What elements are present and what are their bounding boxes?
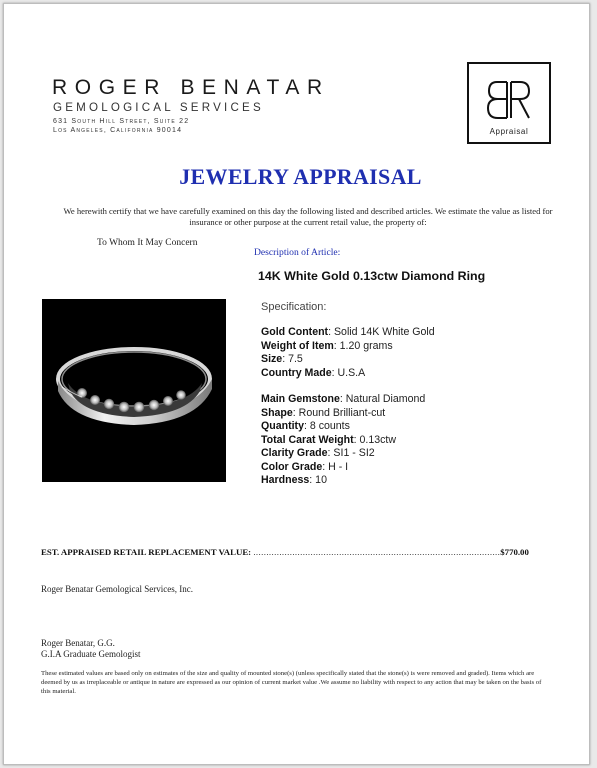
spec-value: : 1.20 grams	[333, 339, 393, 352]
spec-row	[261, 367, 435, 381]
value-label: EST. APPRAISED RETAIL REPLACEMENT VALUE:	[41, 547, 252, 557]
spec-label: Country Made	[261, 366, 332, 379]
spec-value: : 7.5	[282, 353, 303, 365]
appraised-value: $770.00	[500, 547, 529, 557]
spec-label: Total Carat Weight	[261, 433, 354, 446]
gemstone-specs	[261, 393, 425, 488]
appraisal-logo	[467, 62, 551, 144]
spec-value: : U.S.A	[331, 366, 366, 379]
spec-row	[261, 447, 425, 461]
spec-label: Main Gemstone	[261, 393, 340, 405]
spec-value: : 10	[309, 474, 327, 486]
spec-row	[261, 420, 425, 434]
spec-label: Quantity	[261, 420, 304, 432]
company-subtitle: GEMOLOGICAL SERVICES	[53, 101, 264, 114]
spec-value: : SI1 - SI2	[327, 447, 375, 459]
spec-row	[261, 393, 425, 407]
item-title: 14K White Gold 0.13ctw Diamond Ring	[258, 269, 486, 283]
value-leader-dots: ...............................................................................................	[253, 547, 501, 557]
certification-text: We herewith certify that we have carefully examined on this day the following listed and described articles. We estimate the value as listed for insurance or other purpose at the current retail value, the property of:	[63, 206, 553, 227]
spec-row	[261, 326, 435, 340]
address-line-1: 631 South Hill Street, Suite 22	[53, 118, 190, 125]
specification-label: Specification:	[261, 301, 327, 313]
appraised-value-line	[41, 547, 529, 557]
appraisal-document	[3, 3, 590, 765]
spec-label: Gold Content	[261, 326, 329, 338]
diamond-ring-image	[42, 299, 226, 482]
spec-row	[261, 407, 425, 421]
spec-label: Clarity Grade	[261, 447, 328, 459]
spec-row	[261, 461, 425, 475]
spec-row	[261, 474, 425, 488]
spec-value: : 8 counts	[303, 420, 350, 432]
spec-value: : Solid 14K White Gold	[328, 326, 435, 338]
signing-company: Roger Benatar Gemological Services, Inc.	[41, 584, 193, 594]
gold-specs	[261, 326, 435, 380]
ring-photo	[42, 299, 226, 482]
signer-credential: G.I.A Graduate Gemologist	[41, 649, 141, 659]
recipient: To Whom It May Concern	[97, 238, 198, 248]
spec-label: Hardness	[261, 474, 310, 486]
spec-value: : 0.13ctw	[353, 433, 397, 446]
spec-label: Color Grade	[261, 460, 323, 473]
disclaimer-text: These estimated values are based only on estimates of the size and quality of mounted stone(s) (unless specifically stated that the stone(s) is were removed and graded). Items which are deemed by us as irreplaceable or antique in nature are expressed as our opinion of current market value .We assume no liability with respect to any action that may be taken on the basis of this material.	[41, 670, 542, 696]
spec-row	[261, 340, 435, 354]
description-label: Description of Article:	[254, 247, 341, 258]
spec-row	[261, 353, 435, 367]
logo-caption: Appraisal	[489, 127, 529, 136]
spec-value: : Natural Diamond	[339, 393, 426, 405]
document-title: JEWELRY APPRAISAL	[179, 164, 422, 189]
company-name: ROGER BENATAR	[52, 76, 330, 99]
signature-block	[41, 638, 140, 660]
spec-label: Shape	[261, 406, 293, 419]
address-line-2: Los Angeles, California 90014	[53, 127, 183, 134]
spec-row	[261, 434, 425, 448]
br-monogram-icon	[469, 72, 548, 132]
spec-label: Size	[261, 353, 283, 365]
spec-label: Weight of Item	[261, 339, 334, 352]
spec-value: : H - I	[322, 460, 349, 473]
signer-name: Roger Benatar, G.G.	[41, 638, 115, 648]
spec-value: : Round Brilliant-cut	[292, 406, 386, 419]
